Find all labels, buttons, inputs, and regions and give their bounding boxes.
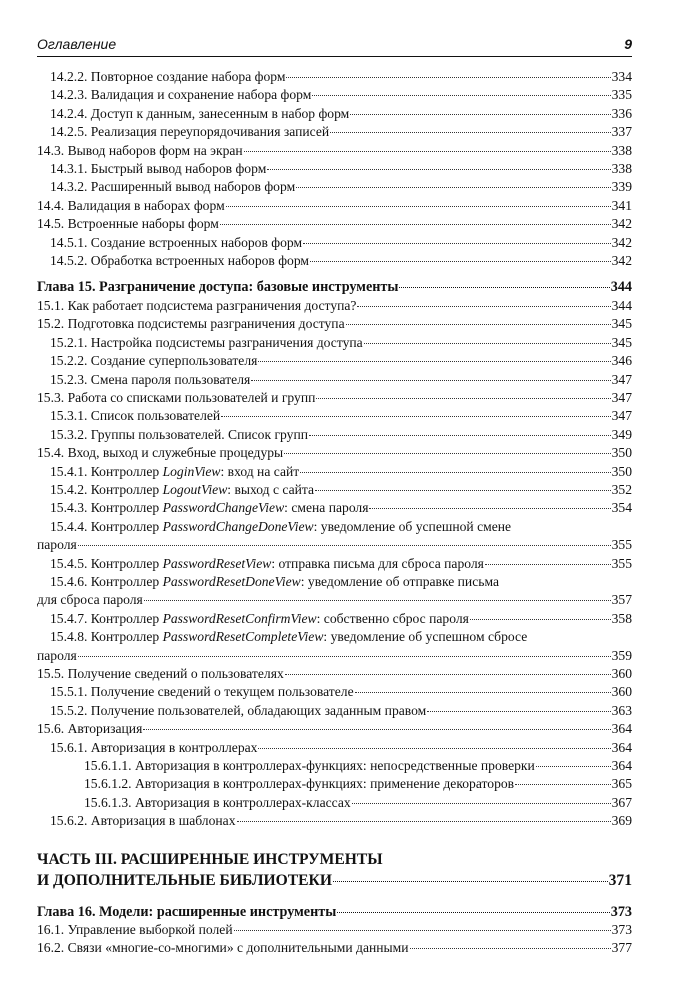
toc-entry — [37, 444, 632, 462]
toc-entry-text: 15.3.1. Список пользователей — [50, 408, 221, 424]
toc-entry — [37, 68, 632, 86]
toc-entry — [37, 702, 632, 720]
toc-page: 342 — [611, 216, 632, 232]
toc-page: 364 — [611, 721, 632, 737]
toc-page: 342 — [611, 253, 632, 269]
toc-entry-continuation: для сброса пароля — [37, 592, 143, 608]
dot-leader — [226, 206, 611, 207]
toc-entry-text: 14.5.1. Создание встроенных наборов форм — [50, 234, 303, 250]
dot-leader — [312, 95, 610, 96]
toc-page: 339 — [611, 179, 632, 195]
dot-leader — [350, 114, 610, 115]
dot-leader — [485, 564, 611, 565]
dot-leader — [330, 132, 610, 133]
toc-page: 345 — [611, 334, 632, 350]
toc-page: 345 — [611, 316, 632, 332]
toc-entry-text: 15.6.1.1. Авторизация в контроллерах-функциях: непосредственные проверки — [84, 758, 535, 774]
dot-leader — [284, 453, 610, 454]
toc-entry-text: 15.6.1.2. Авторизация в контроллерах-функциях: применение декораторов — [84, 776, 515, 792]
toc-entry — [37, 720, 632, 738]
dot-leader — [364, 343, 611, 344]
toc-part-title-line1: ЧАСТЬ III. РАСШИРЕННЫЕ ИНСТРУМЕНТЫ — [37, 850, 383, 868]
toc-page: 349 — [611, 426, 632, 442]
toc-entry — [37, 921, 632, 939]
toc-page: 355 — [611, 555, 632, 571]
dot-leader — [316, 398, 610, 399]
toc-entry-text: 14.3. Вывод наборов форм на экран — [37, 142, 243, 158]
dot-leader — [309, 435, 611, 436]
toc-page: 360 — [611, 684, 632, 700]
toc-chapter-title: Глава 16. Модели: расширенные инструменты — [37, 903, 337, 920]
toc-page: 337 — [611, 124, 632, 140]
toc-entry-text: 15.2. Подготовка подсистемы разграничения доступа — [37, 316, 345, 332]
toc-page: 354 — [611, 500, 632, 516]
toc-entry-text: 15.4.1. Контроллер LoginView: вход на сайт — [50, 463, 300, 479]
dot-leader — [399, 287, 609, 288]
toc-entry — [37, 555, 632, 573]
toc-entry — [37, 197, 632, 215]
toc-entry — [37, 481, 632, 499]
dot-leader — [369, 508, 610, 509]
toc-page: 338 — [611, 142, 632, 158]
toc-page: 334 — [611, 69, 632, 84]
toc-part-entry — [37, 849, 632, 891]
toc-entry-text: 15.1. Как работает подсистема разграничения доступа? — [37, 297, 357, 313]
dot-leader — [144, 600, 611, 601]
toc-entry-text: 15.6.1.3. Авторизация в контроллерах-классах — [84, 794, 351, 810]
toc-page: 373 — [610, 903, 632, 920]
dot-leader — [237, 821, 611, 822]
toc-page: 377 — [611, 940, 632, 956]
toc-page: 352 — [611, 481, 632, 497]
toc-page: 347 — [611, 389, 632, 405]
toc-entry-text: 15.4.8. Контроллер PasswordResetCompleteView: уведомление об успешном сбросе — [50, 629, 528, 645]
dot-leader — [410, 948, 611, 949]
toc-page: 355 — [611, 537, 632, 553]
toc-entry-text: 15.2.2. Создание суперпользователя — [50, 353, 258, 369]
toc-entry-text: 14.5. Встроенные наборы форм — [37, 216, 219, 232]
toc-page: 360 — [611, 666, 632, 681]
toc-entry — [37, 142, 632, 160]
toc-page: 347 — [611, 371, 632, 387]
toc-entry — [37, 123, 632, 141]
toc-entry-text: 16.1. Управление выборкой полей — [37, 922, 233, 938]
dot-leader — [352, 803, 611, 804]
toc-page: 358 — [611, 610, 632, 626]
toc-entry-continuation: пароля — [37, 647, 77, 663]
dot-leader — [221, 416, 610, 417]
toc-entry — [37, 463, 632, 481]
dot-leader — [355, 692, 611, 693]
toc-entry-text: 15.4.4. Контроллер PasswordChangeDoneView: уведомление об успешной смене — [50, 518, 512, 534]
toc-entry-continuation: пароля — [37, 537, 77, 553]
toc-entry — [37, 939, 632, 957]
toc-entry — [37, 499, 632, 517]
toc-entry — [37, 234, 632, 252]
toc-page: 347 — [611, 408, 632, 424]
toc-part-title-line2: И ДОПОЛНИТЕЛЬНЫЕ БИБЛИОТЕКИ — [37, 871, 332, 889]
dot-leader — [427, 711, 610, 712]
toc-entry — [37, 610, 632, 628]
toc-entry-text: 15.6.1. Авторизация в контроллерах — [50, 739, 258, 755]
dot-leader — [267, 169, 610, 170]
toc-entry — [37, 775, 632, 793]
running-header-title: Оглавление — [37, 36, 117, 52]
toc-page: 371 — [608, 871, 632, 889]
dot-leader — [300, 472, 610, 473]
toc-entry-text: 15.3.2. Группы пользователей. Список групп — [50, 426, 309, 442]
dot-leader — [285, 674, 611, 675]
toc-entry-text: 15.6. Авторизация — [37, 721, 143, 737]
toc-entry — [37, 315, 632, 333]
toc-entry-text: 15.2.1. Настройка подсистемы разграничения доступа — [50, 334, 363, 350]
toc-entry-wrapped — [37, 628, 632, 665]
dot-leader — [536, 766, 611, 767]
toc-entry — [37, 812, 632, 830]
toc-page: 346 — [611, 353, 632, 369]
toc-entry — [37, 215, 632, 233]
toc-page: 344 — [611, 297, 632, 313]
toc-entry — [37, 683, 632, 701]
toc-page: 336 — [611, 105, 632, 121]
toc-entry-text: 14.4. Валидация в наборах форм — [37, 197, 225, 213]
dot-leader — [357, 306, 610, 307]
toc-entry-text: 14.5.2. Обработка встроенных наборов форм — [50, 253, 310, 269]
toc-entry — [37, 665, 632, 683]
toc-entry — [37, 757, 632, 775]
dot-leader — [234, 930, 611, 931]
dot-leader — [286, 77, 610, 78]
toc-page: 369 — [611, 813, 632, 829]
running-header — [37, 36, 632, 57]
dot-leader — [78, 545, 611, 546]
toc-entry-text: 14.2.5. Реализация переупорядочивания записей — [50, 124, 330, 140]
toc-entry-text: 15.6.2. Авторизация в шаблонах — [50, 813, 236, 829]
dot-leader — [515, 784, 611, 785]
toc-page: 373 — [611, 922, 632, 938]
dot-leader — [251, 380, 610, 381]
toc-page: 344 — [610, 279, 632, 296]
toc-chapter-entry — [37, 278, 632, 296]
toc-entry — [37, 334, 632, 352]
dot-leader — [244, 151, 611, 152]
toc-entry-text: 15.5. Получение сведений о пользователях — [37, 666, 284, 681]
toc-page: 364 — [611, 758, 632, 774]
dot-leader — [346, 324, 611, 325]
page-number: 9 — [624, 36, 632, 52]
toc-entry-wrapped — [37, 518, 632, 555]
toc-page: 338 — [611, 161, 632, 177]
toc-entry-text: 14.2.4. Доступ к данным, занесенным в набор форм — [50, 105, 350, 121]
dot-leader — [315, 490, 611, 491]
dot-leader — [258, 361, 610, 362]
toc-entry-text: 15.4.2. Контроллер LogoutView: выход с сайта — [50, 481, 315, 497]
toc-page: 364 — [611, 739, 632, 755]
toc-entry — [37, 86, 632, 104]
toc-entry — [37, 371, 632, 389]
toc-page: 363 — [611, 702, 632, 718]
toc-page: 350 — [611, 463, 632, 479]
toc-entry-text: 15.4. Вход, выход и служебные процедуры — [37, 445, 284, 461]
toc-entry — [37, 426, 632, 444]
toc-entry — [37, 252, 632, 270]
toc-page: 335 — [611, 87, 632, 103]
dot-leader — [78, 656, 611, 657]
dot-leader — [333, 881, 608, 882]
table-of-contents — [37, 68, 632, 958]
toc-page: 342 — [611, 234, 632, 250]
toc-entry-text: 15.5.1. Получение сведений о текущем пользователе — [50, 684, 354, 700]
toc-entry — [37, 739, 632, 757]
toc-entry-text: 15.3. Работа со списками пользователей и групп — [37, 389, 316, 405]
toc-entry — [37, 389, 632, 407]
toc-page: 359 — [611, 647, 632, 663]
dot-leader — [143, 729, 610, 730]
toc-page: 365 — [611, 776, 632, 792]
toc-entry-wrapped — [37, 573, 632, 610]
toc-page: 367 — [611, 794, 632, 810]
toc-page: 341 — [611, 197, 632, 213]
dot-leader — [303, 243, 611, 244]
toc-entry-text: 14.2.2. Повторное создание набора форм — [50, 69, 286, 84]
toc-entry-text: 14.3.1. Быстрый вывод наборов форм — [50, 161, 267, 177]
toc-page: 350 — [611, 445, 632, 461]
dot-leader — [220, 224, 611, 225]
toc-entry — [37, 105, 632, 123]
toc-entry — [37, 297, 632, 315]
dot-leader — [310, 261, 611, 262]
toc-entry-text: 14.3.2. Расширенный вывод наборов форм — [50, 179, 296, 195]
toc-entry-text: 15.5.2. Получение пользователей, обладающих заданным правом — [50, 702, 427, 718]
toc-chapter-title: Глава 15. Разграничение доступа: базовые инструменты — [37, 279, 399, 296]
toc-entry-text: 15.4.7. Контроллер PasswordResetConfirmView: собственно сброс пароля — [50, 610, 469, 626]
toc-entry — [37, 407, 632, 425]
toc-entry — [37, 178, 632, 196]
toc-entry — [37, 794, 632, 812]
toc-entry-text: 14.2.3. Валидация и сохранение набора форм — [50, 87, 312, 103]
toc-entry — [37, 160, 632, 178]
dot-leader — [296, 187, 610, 188]
toc-chapter-entry — [37, 903, 632, 921]
toc-entry — [37, 352, 632, 370]
dot-leader — [258, 748, 610, 749]
toc-entry-text: 15.4.6. Контроллер PasswordResetDoneView: уведомление об отправке письма — [50, 573, 499, 589]
toc-entry-text: 15.4.5. Контроллер PasswordResetView: отправка письма для сброса пароля — [50, 555, 484, 571]
toc-entry-text: 16.2. Связи «многие-со-многими» с дополнительными данными — [37, 940, 409, 956]
dot-leader — [337, 912, 609, 913]
toc-entry-text: 15.2.3. Смена пароля пользователя — [50, 371, 251, 387]
toc-entry-text: 15.4.3. Контроллер PasswordChangeView: смена пароля — [50, 500, 369, 516]
toc-page: 357 — [611, 592, 632, 608]
dot-leader — [470, 619, 611, 620]
